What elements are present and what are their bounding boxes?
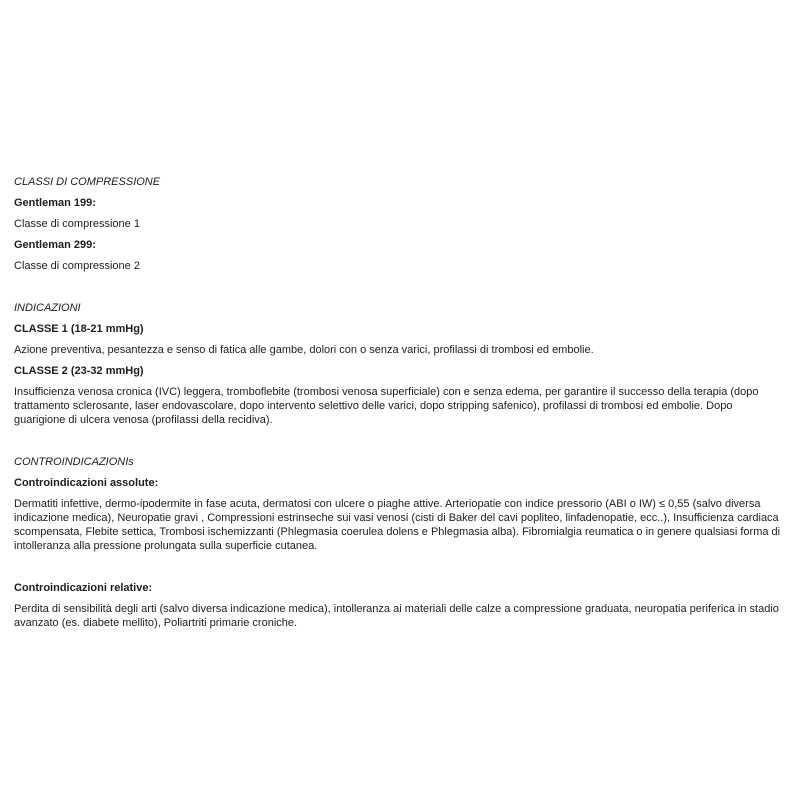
product-label-gentleman-299: Gentleman 299: xyxy=(14,239,96,251)
relative-contraindications-text: Perdita di sensibilità degli arti (salvo diversa indicazione medica), intolleranza ai materiali delle calze a compressione graduata, neuropatia periferica in stadio avanzato (es. diabete mellito), Poliartriti primarie croniche. xyxy=(14,603,779,629)
section-indications xyxy=(14,301,786,427)
section-spacer xyxy=(14,434,786,455)
absolute-contraindications-title: Controindicazioni assolute: xyxy=(14,477,159,489)
compression-classes-heading: CLASSI DI COMPRESSIONE xyxy=(14,176,161,188)
section-spacer xyxy=(14,280,786,301)
absolute-contraindications-text: Dermatiti infettive, dermo-ipodermite in fase acuta, dermatosi con ulcere o piaghe attive. Arteriopatie con indice pressorio (ABI o IW) ≤ 0,55 (salvo diversa indicazione medica), Neuropatie gravi , Compressioni estrinseche sui vasi venosi (cisti di Baker del cavi popliteo, linfadenopatie, ecc..), Insufficienza cardiaca scompensata, Flebite settica, Trombosi ischemizzanti (Phlegmasia coerulea dolens e Phlegmasia alba). Fibromialgia reumatica o in genere qualsiasi forma di intolleranza alla pressione prolungata sulla superficie cutanea. xyxy=(14,498,781,552)
product-class-gentleman-299: Classe di compressione 2 xyxy=(14,260,140,272)
product-class-gentleman-199: Classe di compressione 1 xyxy=(14,218,140,230)
section-spacer xyxy=(14,560,786,581)
class1-title: CLASSE 1 (18-21 mmHg) xyxy=(14,323,144,335)
class1-description: Azione preventiva, pesantezza e senso di fatica alle gambe, dolori con o senza varici, profilassi di trombosi ed embolie. xyxy=(14,344,594,356)
contraindications-heading: CONTROINDICAZIONIs xyxy=(14,456,134,468)
class2-description: Insufficienza venosa cronica (IVC) leggera, tromboflebite (trombosi venosa superficiale) con e senza edema, per garantire il successo della terapia (dopo trattamento sclerosante, laser endovascolare, dopo intervento selettivo delle varici, dopo stripping safenico), profilassi di trombosi ed embolie. Dopo guarigione di ulcera venosa (profilassi della recidiva). xyxy=(14,386,759,426)
class2-title: CLASSE 2 (23-32 mmHg) xyxy=(14,365,144,377)
product-label-gentleman-199: Gentleman 199: xyxy=(14,197,96,209)
relative-contraindications-title: Controindicazioni relative: xyxy=(14,582,153,594)
section-compression-classes xyxy=(14,175,786,273)
section-contraindications xyxy=(14,455,786,630)
indications-heading: INDICAZIONI xyxy=(14,302,81,314)
